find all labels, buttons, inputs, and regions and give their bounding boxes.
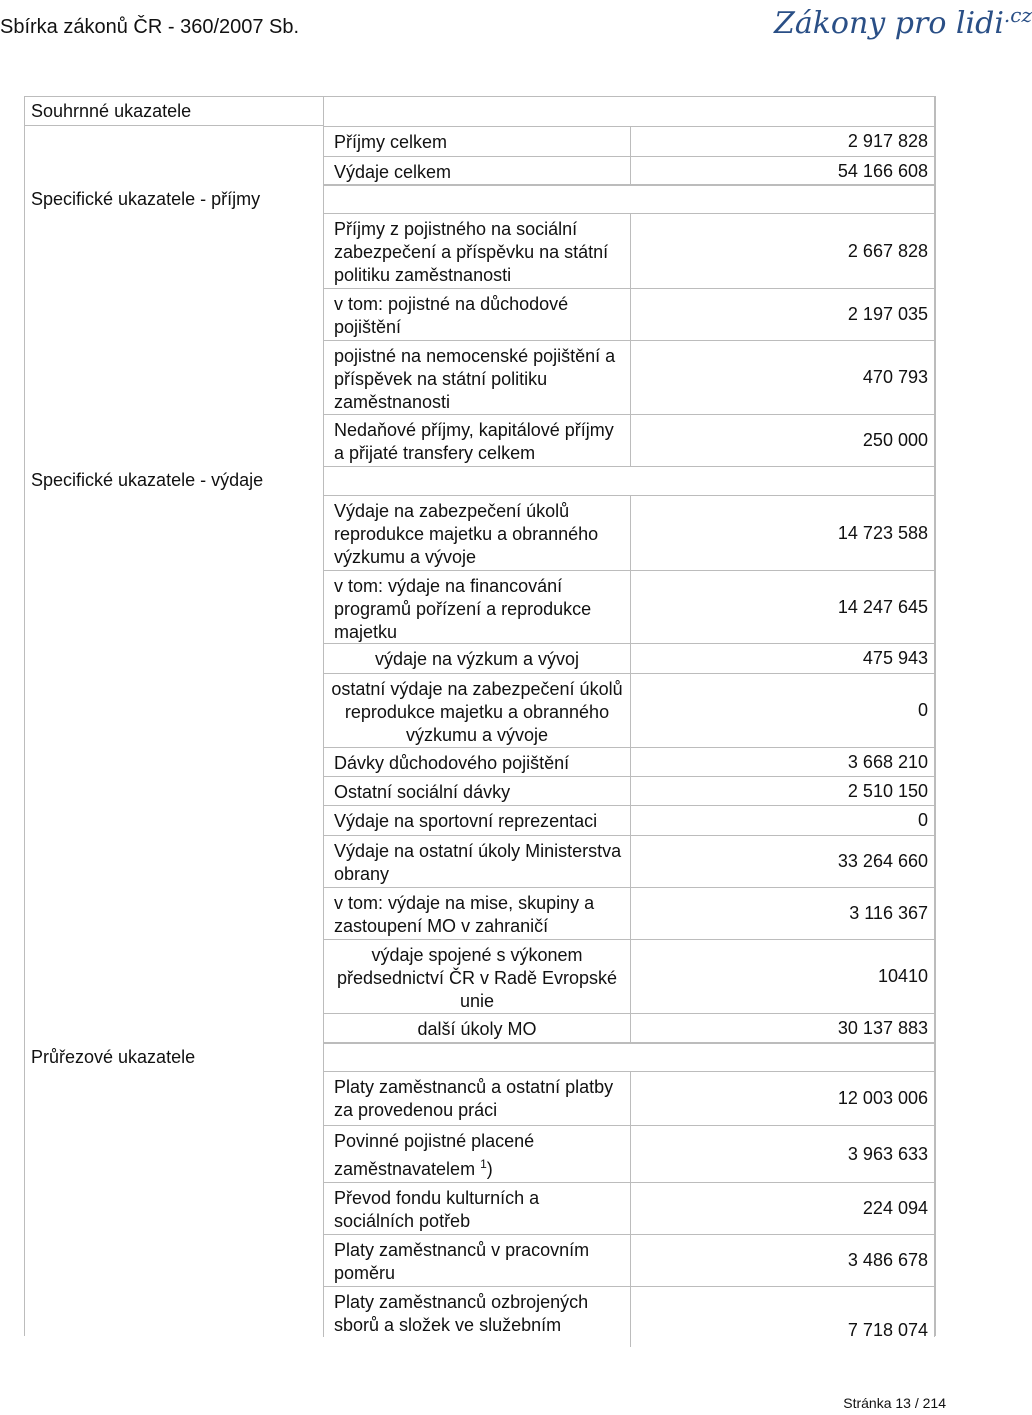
table-row [324, 1013, 934, 1043]
section-crosscutting: Průřezové ukazatele [31, 1047, 196, 1067]
row-label: další úkoly MO [324, 1014, 631, 1043]
row-value: 3 668 210 [847, 751, 928, 772]
table-row [324, 1125, 934, 1182]
row-value: 2 917 828 [847, 131, 928, 151]
row-label: Platy zaměstnanců a ostatní platby za provedenou práci [324, 1072, 631, 1125]
table-row [324, 1182, 934, 1234]
row-label: výdaje na výzkum a vývoj [324, 644, 631, 673]
row-label: Ostatní sociální dávky [324, 777, 631, 805]
row-value: 3 486 678 [847, 1250, 928, 1270]
row-label: Dávky důchodového pojištění [324, 748, 631, 776]
footnote-marker: 1 [480, 1157, 487, 1171]
row-label: Výdaje na sportovní reprezentaci [324, 806, 631, 835]
row-value: 14 247 645 [837, 596, 928, 617]
footnote-suffix: ) [486, 1159, 493, 1179]
table-row [324, 214, 934, 288]
table-row [324, 1072, 934, 1125]
logo-suffix: .cz [1003, 3, 1032, 27]
row-value: 2 197 035 [847, 304, 928, 324]
row-value: 14 723 588 [837, 522, 928, 543]
income-table [323, 213, 935, 467]
row-label: Výdaje celkem [324, 157, 631, 185]
row-label: Výdaje na ostatní úkoly Ministerstva obrany [324, 836, 631, 887]
row-value: 2 510 150 [847, 780, 928, 801]
table-row [324, 805, 934, 835]
row-value: 3 963 633 [847, 1143, 928, 1164]
row-label: v tom: pojistné na důchodové pojištění [324, 289, 631, 340]
section-income: Specifické ukazatele - příjmy [31, 189, 261, 209]
crosscut-empty-row [323, 1042, 935, 1072]
site-logo[interactable] [774, 3, 1032, 41]
row-label-text: Povinné pojistné placené zaměstnavatelem [334, 1131, 535, 1179]
row-value: 7 718 074 [847, 1320, 928, 1340]
row-label: Platy zaměstnanců v pracovním poměru [324, 1235, 631, 1286]
table-row [324, 1234, 934, 1286]
section-summary: Souhrnné ukazatele [31, 101, 192, 121]
expense-table [323, 495, 935, 1044]
table-row [324, 747, 934, 776]
table-row [324, 414, 934, 466]
row-label: v tom: výdaje na financování programů pořízení a reprodukce majetku [324, 571, 631, 643]
income-empty-row [323, 184, 935, 214]
summary-table [323, 126, 935, 186]
table-row [324, 1286, 934, 1346]
table-row [324, 496, 934, 570]
row-value: 33 264 660 [837, 851, 928, 871]
row-label [324, 1126, 631, 1182]
row-value: 54 166 608 [837, 160, 928, 181]
page-number: Stránka 13 / 214 [843, 1395, 946, 1411]
row-label: výdaje spojené s výkonem předsednictví ČR v Radě Evropské unie [324, 940, 631, 1013]
row-value: 0 [917, 810, 928, 830]
table-row [324, 288, 934, 340]
table-row [324, 939, 934, 1013]
table-row [324, 127, 934, 156]
table-row [324, 570, 934, 643]
row-value: 250 000 [862, 430, 928, 450]
row-value: 0 [917, 700, 928, 720]
row-label: Nedaňové příjmy, kapitálové příjmy a přijaté transfery celkem [324, 415, 631, 466]
row-label: ostatní výdaje na zabezpečení úkolů reprodukce majetku a obranného výzkumu a vývoje [324, 674, 631, 747]
table-row [324, 673, 934, 747]
table-row [324, 835, 934, 887]
section-expenses: Specifické ukazatele - výdaje [31, 470, 264, 490]
logo-text: Zákony pro lidi [774, 6, 1004, 41]
table-row [324, 156, 934, 185]
row-value: 224 094 [862, 1198, 928, 1218]
row-label: v tom: výdaje na mise, skupiny a zastoupení MO v zahraničí [324, 888, 631, 939]
row-value: 10410 [877, 966, 928, 986]
row-label: Příjmy celkem [324, 127, 631, 156]
row-value: 30 137 883 [837, 1018, 928, 1038]
table-row [324, 776, 934, 805]
row-label: Výdaje na zabezpečení úkolů reprodukce majetku a obranného výzkumu a vývoje [324, 496, 631, 570]
document-title: Sbírka zákonů ČR - 360/2007 Sb. [0, 16, 300, 38]
row-value: 475 943 [862, 648, 928, 668]
row-value: 12 003 006 [837, 1088, 928, 1108]
row-value: 3 116 367 [849, 903, 928, 923]
row-label: pojistné na nemocenské pojištění a příspěvek na státní politiku zaměstnanosti [324, 341, 631, 414]
table-row [324, 340, 934, 414]
row-label: Příjmy z pojistného na sociální zabezpečení a příspěvku na státní politiku zaměstnanosti [324, 214, 631, 288]
crosscutting-table [323, 1071, 935, 1340]
row-label: Platy zaměstnanců ozbrojených sborů a složek ve služebním [324, 1287, 631, 1347]
expense-empty-row [323, 466, 935, 496]
row-value: 470 793 [862, 367, 928, 387]
row-value: 2 667 828 [847, 240, 928, 261]
table-row [324, 643, 934, 673]
row-label: Převod fondu kulturních a sociálních potřeb [324, 1183, 631, 1234]
top-empty-row [323, 96, 935, 127]
table-row [324, 887, 934, 939]
